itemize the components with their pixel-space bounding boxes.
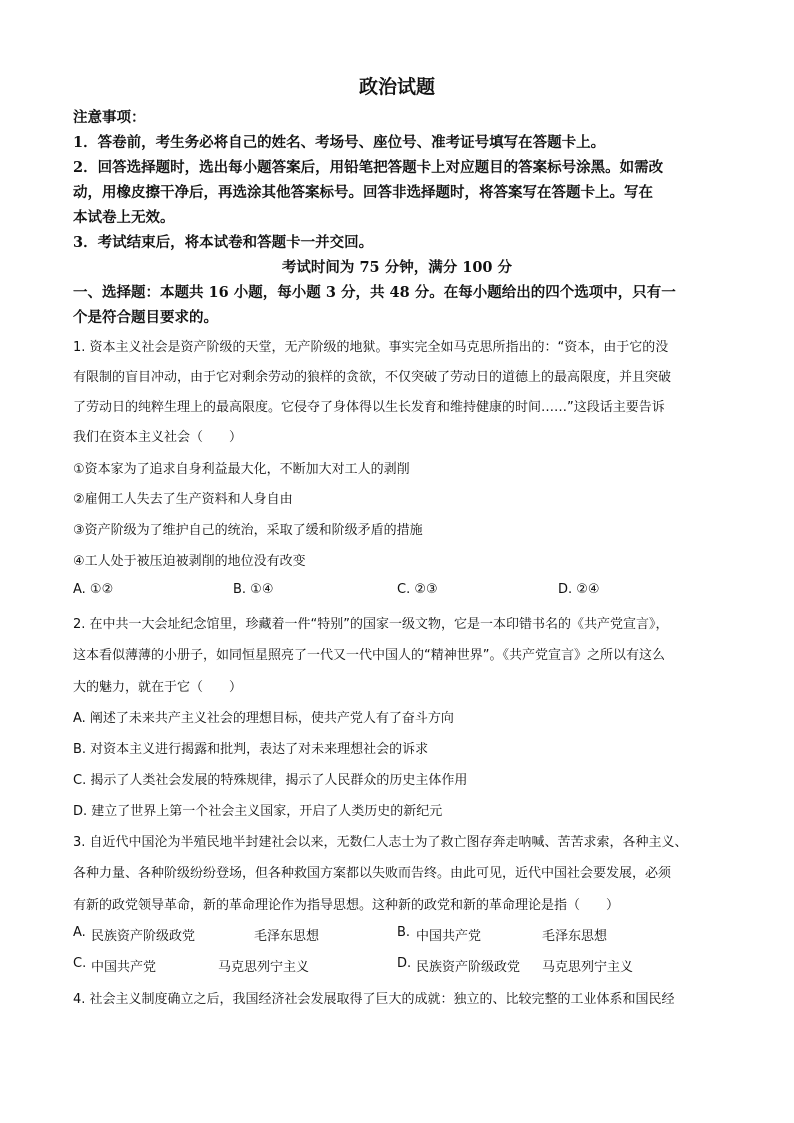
q4-stem: 4. 社会主义制度确立之后，我国经济社会发展取得了巨大的成就：独立的、比较完整的工业体系和国民经: [73, 992, 675, 1007]
q3-option-d-letter: D.: [397, 956, 412, 971]
q3-option-d-theory: 马克思列宁主义: [542, 960, 634, 975]
q3-option-b-party: 中国共产党: [416, 929, 482, 944]
notice-line: 本试卷上无效。: [73, 209, 175, 226]
q2-option-b: B. 对资本主义进行揭露和批判，表达了对未来理想社会的诉求: [73, 742, 429, 757]
notice-heading: 注意事项：: [73, 109, 146, 126]
page-title: 政治试题: [358, 76, 435, 98]
q3-option-d-party: 民族资产阶级政党: [416, 960, 521, 975]
q3-option-a-letter: A.: [73, 925, 86, 940]
q3-stem: 各种力量、各种阶级纷纷登场，但各种救国方案都以失败而告终。由此可见，近代中国社会要发展，必须: [73, 866, 672, 881]
q3-option-a-theory: 毛泽东思想: [254, 929, 320, 944]
q1-option-b: B. ①④: [233, 582, 274, 597]
q1-item: ②雇佣工人失去了生产资料和人身自由: [73, 492, 293, 507]
q3-stem: 有新的政党领导革命，新的革命理论作为指导思想。这种新的政党和新的革命理论是指（ ）: [73, 898, 620, 913]
q1-item: ③资产阶级为了维护自己的统治，采取了缓和阶级矛盾的措施: [73, 523, 423, 538]
q3-option-c-theory: 马克思列宁主义: [218, 960, 310, 975]
q2-stem: 这本看似薄薄的小册子，如同恒星照亮了一代又一代中国人的“精神世界”。《共产党宣言》之所以有这么: [73, 648, 665, 663]
notice-line: 2．回答选择题时，选出每小题答案后，用铅笔把答题卡上对应题目的答案标号涂黑。如需改: [73, 159, 664, 176]
q1-stem: 1. 资本主义社会是资产阶级的天堂，无产阶级的地狱。事实完全如马克思所指出的：“资本，由于它的没: [73, 340, 669, 355]
notice-line: 3．考试结束后，将本试卷和答题卡一并交回。: [73, 234, 374, 251]
q1-option-a: A. ①②: [73, 582, 114, 597]
q2-stem: 大的魅力，就在于它（ ）: [73, 680, 243, 695]
q2-option-c: C. 揭示了人类社会发展的特殊规律，揭示了人民群众的历史主体作用: [73, 773, 468, 788]
q3-option-b-letter: B.: [397, 925, 411, 940]
notice-line: 动，用橡皮擦干净后，再选涂其他答案标号。回答非选择题时，将答案写在答题卡上。写在: [73, 184, 653, 201]
q3-option-c-party: 中国共产党: [91, 960, 157, 975]
q3-option-b-theory: 毛泽东思想: [542, 929, 608, 944]
q2-stem: 2. 在中共一大会址纪念馆里，珍藏着一件“特别”的国家一级文物，它是一本印错书名的《共产党宣言》，: [73, 617, 669, 632]
q3-stem: 3. 自近代中国沦为半殖民地半封建社会以来，无数仁人志士为了救亡图存奔走呐喊、苦苦求索，各种主义、: [73, 835, 688, 850]
q2-option-a: A. 阐述了未来共产主义社会的理想目标，使共产党人有了奋斗方向: [73, 711, 454, 726]
exam-info: 考试时间为 75 分钟，满分 100 分: [281, 259, 513, 276]
q3-option-c-letter: C.: [73, 956, 87, 971]
q1-item: ①资本家为了追求自身利益最大化，不断加大对工人的剥削: [73, 462, 410, 477]
section-heading: 个是符合题目要求的。: [73, 309, 218, 326]
q1-option-d: D. ②④: [558, 582, 600, 597]
q1-item: ④工人处于被压迫被剥削的地位没有改变: [73, 554, 306, 569]
q1-option-c: C. ②③: [397, 582, 438, 597]
q1-stem: 有限制的盲目冲动，由于它对剩余劳动的狼样的贪欲，不仅突破了劳动日的道德上的最高限度，并且突破: [73, 370, 672, 385]
q1-stem: 了劳动日的纯粹生理上的最高限度。它侵夺了身体得以生长发育和维持健康的时间……”这段话主要告诉: [73, 400, 665, 415]
section-heading: 一、选择题：本题共 16 小题，每小题 3 分，共 48 分。在每小题给出的四个选项中，只有一: [73, 284, 676, 301]
q3-option-a-party: 民族资产阶级政党: [91, 929, 196, 944]
q2-option-d: D. 建立了世界上第一个社会主义国家，开启了人类历史的新纪元: [73, 804, 443, 819]
q1-stem: 我们在资本主义社会（ ）: [73, 430, 243, 445]
notice-line: 1．答卷前，考生务必将自己的姓名、考场号、座位号、准考证号填写在答题卡上。: [73, 134, 606, 151]
